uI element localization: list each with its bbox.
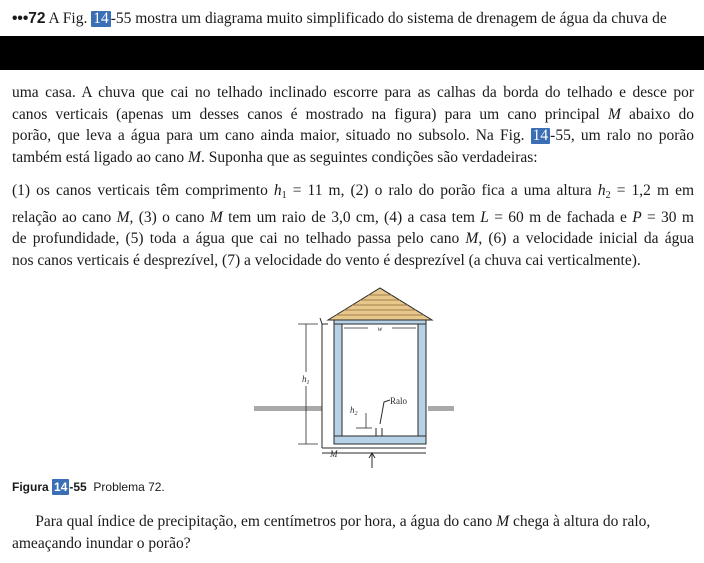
- ground-left: [254, 406, 322, 411]
- page-break-bar: [0, 36, 704, 70]
- problem-number: •••72: [12, 10, 46, 27]
- roof: [328, 288, 432, 320]
- label-h1: $h_1$: [302, 374, 310, 386]
- problem-paragraph-2: (1) os canos verticais têm comprimento $h_1 = 11$ m, (2) o ralo do porão fica a uma altura $h_2 = 1,2$ m em relação ao cano M, (3) o cano M tem um raio de 3,0 cm, (4) a casa tem L = 60 m de fachada e P = 30 m de profundidade, (5) toda a água que cai no telhado passa pelo cano M, (6) a velocidade inicial da água nos canos verticais é desprezível, (7) a velocidade do vento é desprezível (a chuva cai verticalmente).: [12, 182, 695, 269]
- label-w: w: [377, 325, 383, 333]
- label-h2: $h_2$: [350, 405, 358, 417]
- figure-link[interactable]: 14: [532, 127, 549, 144]
- ground-right: [428, 406, 454, 411]
- gutter: [320, 318, 328, 324]
- label-M: M: [330, 449, 338, 459]
- basement-drain: [376, 400, 390, 436]
- question-text: Para qual índice de precipitação, em centímetros por hora, a água do cano M chega à altura do ralo, ameaçando inundar o porão?: [12, 513, 651, 552]
- figure-link[interactable]: 14: [54, 480, 68, 494]
- figure-link[interactable]: 14: [93, 10, 109, 27]
- pipe-M: [322, 448, 426, 453]
- figure-caption: Figura 14 -55 Problema 72.: [12, 480, 165, 494]
- drainage-diagram: [250, 282, 460, 472]
- problem-header: •••72 A Fig. 14 -55 mostra um diagrama muito simplificado do sistema de drenagem de água da chuva de: [12, 10, 667, 27]
- h2-dimension: [356, 413, 372, 428]
- flow-arrow: [369, 453, 375, 468]
- house-walls: [334, 318, 426, 444]
- problem-paragraph-1: uma casa. A chuva que cai no telhado inclinado escorre para as calhas da borda do telhado e desce por canos verticais (apenas um desses canos é mostrado na figura) para um cano principal M abaixo do porão, que leva a água para um cano ainda maior, situado no subsolo. Na Fig. 14 -55, um ralo no porão também está ligado ao cano M. Suponha que as seguintes condições são verdadeiras:: [12, 84, 695, 166]
- label-ralo: Ralo: [390, 396, 407, 406]
